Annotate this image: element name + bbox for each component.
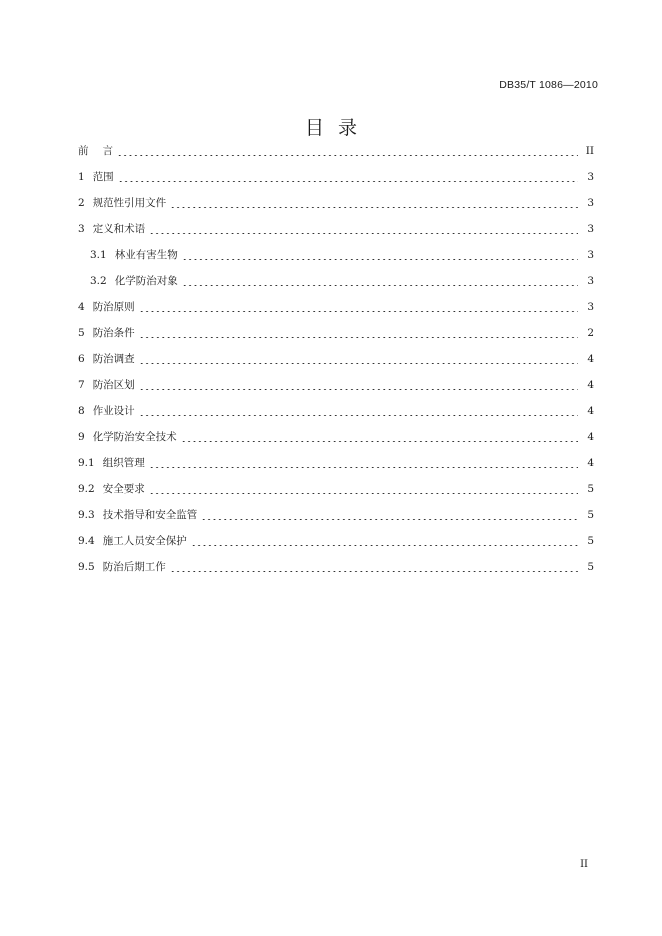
toc-entry-number: 前	[78, 145, 89, 157]
toc-entry-page: 5	[587, 561, 594, 573]
toc-entry-label: 规范性引用文件	[92, 197, 167, 209]
toc-entry-number: 5	[78, 327, 85, 339]
toc-entry-label: 组织管理	[102, 457, 145, 469]
toc-entry-number: 1	[78, 171, 85, 183]
toc-entry[interactable]	[78, 349, 594, 369]
toc-entry[interactable]	[78, 167, 594, 187]
toc-entry-page: 5	[587, 535, 594, 547]
document-code: DB35/T 1086—2010	[499, 79, 598, 91]
toc-entry-page: 5	[587, 483, 594, 495]
toc-entry-page: II	[585, 145, 594, 157]
toc-entry-label: 防治条件	[92, 327, 135, 339]
toc-leader-dots	[149, 467, 578, 468]
toc-entry[interactable]	[78, 427, 594, 447]
toc-leader-dots	[182, 259, 578, 260]
toc-leader-dots	[117, 155, 578, 156]
toc-entry-number: 8	[78, 405, 85, 417]
toc-leader-dots	[170, 571, 578, 572]
toc-entry-label: 范围	[92, 171, 114, 183]
toc-leader-dots	[139, 415, 578, 416]
toc-entry-page: 4	[587, 353, 594, 365]
toc-entry[interactable]	[78, 219, 594, 239]
toc-entry-number: 9.3	[78, 509, 95, 521]
toc-entry-number: 3.1	[90, 249, 107, 261]
toc-entry-number: 9.5	[78, 561, 95, 573]
toc-entry-page: 3	[587, 223, 594, 235]
toc-entry-page: 3	[587, 171, 594, 183]
toc-entry-page: 3	[587, 249, 594, 261]
toc-leader-dots	[118, 181, 578, 182]
toc-entry-page: 5	[587, 509, 594, 521]
toc-entry-number: 9.1	[78, 457, 95, 469]
toc-entry-number: 2	[78, 197, 85, 209]
toc-entry[interactable]	[78, 323, 594, 343]
toc-entry-page: 3	[587, 275, 594, 287]
footer-page-number: II	[580, 859, 588, 870]
toc-entry[interactable]	[78, 193, 594, 213]
toc-entry-label: 安全要求	[102, 483, 145, 495]
toc-entry-label: 定义和术语	[92, 223, 146, 235]
toc-entry-label: 作业设计	[92, 405, 135, 417]
toc-entry-page: 3	[587, 197, 594, 209]
toc-entry-number: 9	[78, 431, 85, 443]
toc-entry[interactable]	[78, 505, 594, 525]
toc-entry-number: 3.2	[90, 275, 107, 287]
toc-leader-dots	[149, 233, 578, 234]
toc-entry[interactable]	[90, 271, 594, 291]
toc-leader-dots	[191, 545, 578, 546]
toc-entry-label: 言	[102, 145, 113, 157]
toc-entry-label: 防治后期工作	[102, 561, 166, 573]
toc-entry-page: 2	[587, 327, 594, 339]
toc-entry[interactable]	[78, 141, 594, 161]
toc-entry-label: 防治调查	[92, 353, 135, 365]
toc-entry-page: 4	[587, 379, 594, 391]
toc-leader-dots	[170, 207, 578, 208]
toc-entry-number: 9.2	[78, 483, 95, 495]
toc-leader-dots	[139, 337, 578, 338]
toc-entry-number: 4	[78, 301, 85, 313]
toc-entry-label: 化学防治安全技术	[92, 431, 177, 443]
toc-entry-page: 4	[587, 405, 594, 417]
toc-entry-number: 9.4	[78, 535, 95, 547]
toc-entry-number: 3	[78, 223, 85, 235]
toc-entry-label: 化学防治对象	[114, 275, 178, 287]
toc-entry[interactable]	[78, 375, 594, 395]
toc-entry-label: 林业有害生物	[114, 249, 178, 261]
toc-leader-dots	[182, 285, 578, 286]
toc-entry[interactable]	[78, 401, 594, 421]
toc-entry-page: 4	[587, 431, 594, 443]
toc-entry-page: 4	[587, 457, 594, 469]
toc-leader-dots	[139, 389, 578, 390]
toc-entry-label: 防治区划	[92, 379, 135, 391]
toc-leader-dots	[139, 363, 578, 364]
toc-entry[interactable]	[90, 245, 594, 265]
toc-entry-number: 6	[78, 353, 85, 365]
toc-entry[interactable]	[78, 479, 594, 499]
toc-entry-label: 施工人员安全保护	[102, 535, 187, 547]
toc-leader-dots	[181, 441, 578, 442]
toc-leader-dots	[139, 311, 578, 312]
toc-leader-dots	[201, 519, 578, 520]
toc-entry-label: 技术指导和安全监管	[102, 509, 198, 521]
toc-leader-dots	[149, 493, 578, 494]
toc-entry-page: 3	[587, 301, 594, 313]
toc-entry[interactable]	[78, 297, 594, 317]
toc-entry[interactable]	[78, 557, 594, 577]
toc-entry[interactable]	[78, 453, 594, 473]
toc-title: 目录	[304, 117, 371, 139]
toc-entry[interactable]	[78, 531, 594, 551]
toc-entry-label: 防治原则	[92, 301, 135, 313]
toc-entry-number: 7	[78, 379, 85, 391]
